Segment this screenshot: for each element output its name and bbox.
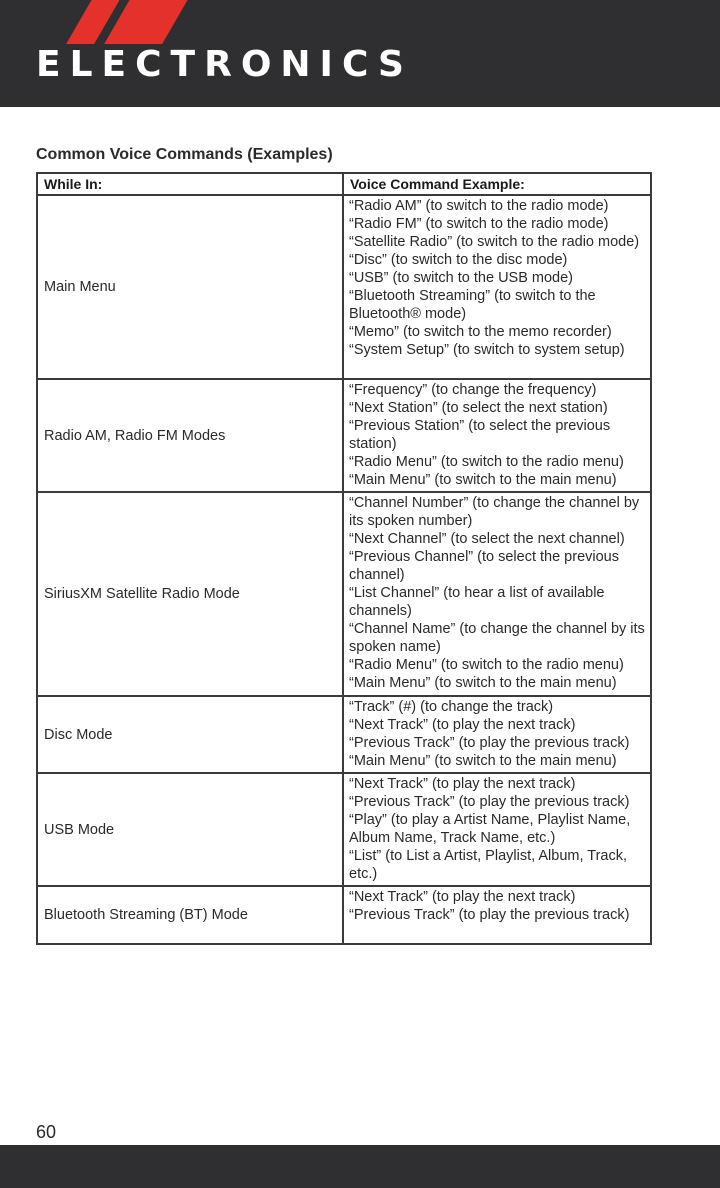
command-example: “Main Menu” (to switch to the main menu): [349, 472, 617, 488]
command-example: “Bluetooth Streaming” (to switch to the Bluetooth® mode): [349, 288, 596, 322]
mode-cell: Radio AM, Radio FM Modes: [37, 379, 343, 492]
mode-cell: Bluetooth Streaming (BT) Mode: [37, 886, 343, 944]
command-example: “Satellite Radio” (to switch to the radio mode): [349, 234, 640, 250]
footer-bar: [0, 1145, 720, 1188]
command-example: “List” (to List a Artist, Playlist, Album, Track, etc.): [349, 848, 627, 882]
commands-cell: [343, 696, 651, 773]
mode-cell: USB Mode: [37, 773, 343, 886]
command-example: “Main Menu” (to switch to the main menu): [349, 753, 617, 769]
command-example: “Next Track” (to play the next track): [349, 889, 576, 905]
command-example: “Previous Station” (to select the previous station): [349, 418, 611, 452]
page-header: [0, 0, 720, 107]
command-example: “Main Menu” (to switch to the main menu): [349, 675, 617, 691]
table-row: [37, 492, 651, 696]
command-example: “Next Channel” (to select the next channel): [349, 531, 625, 547]
command-example: “Previous Track” (to play the previous track): [349, 907, 630, 923]
command-example: “List Channel” (to hear a list of available channels): [349, 585, 605, 619]
command-example: “Memo” (to switch to the memo recorder): [349, 324, 612, 340]
command-example: “Next Track” (to play the next track): [349, 776, 576, 792]
command-example: “Track” (#) (to change the track): [349, 699, 554, 715]
command-example: “Previous Channel” (to select the previous channel): [349, 549, 619, 583]
command-example: “USB” (to switch to the USB mode): [349, 270, 574, 286]
command-example: “Next Station” (to select the next station): [349, 400, 608, 416]
header-title: ELECTRONICS: [36, 44, 413, 85]
commands-cell: [343, 886, 651, 944]
command-example: “Previous Track” (to play the previous track): [349, 794, 630, 810]
command-example: “Play” (to play a Artist Name, Playlist Name, Album Name, Track Name, etc.): [349, 812, 631, 846]
column-header-voice-command: Voice Command Example:: [343, 173, 651, 195]
command-example: “Radio Menu” (to switch to the radio menu): [349, 454, 624, 470]
table-row: [37, 379, 651, 492]
commands-cell: [343, 773, 651, 886]
brand-stripe-icon: [104, 0, 190, 44]
table-header-row: [37, 173, 651, 195]
commands-cell: [343, 379, 651, 492]
command-example: “Frequency” (to change the frequency): [349, 382, 597, 398]
commands-cell: [343, 492, 651, 696]
section-title: Common Voice Commands (Examples): [36, 146, 333, 163]
command-example: “Channel Number” (to change the channel by its spoken number): [349, 495, 640, 529]
mode-cell: Main Menu: [37, 195, 343, 379]
commands-cell: [343, 195, 651, 379]
table-row: [37, 773, 651, 886]
column-header-while-in: While In:: [37, 173, 343, 195]
mode-cell: Disc Mode: [37, 696, 343, 773]
mode-cell: SiriusXM Satellite Radio Mode: [37, 492, 343, 696]
command-example: “Radio AM” (to switch to the radio mode): [349, 198, 609, 214]
command-example: “Radio Menu” (to switch to the radio menu): [349, 657, 624, 673]
table-row: [37, 886, 651, 944]
table-row: [37, 195, 651, 379]
command-example: “Next Track” (to play the next track): [349, 717, 576, 733]
command-example: “Previous Track” (to play the previous track): [349, 735, 630, 751]
page-number: 60: [36, 1122, 57, 1142]
command-example: “Disc” (to switch to the disc mode): [349, 252, 568, 268]
command-example: “Channel Name” (to change the channel by its spoken name): [349, 621, 645, 655]
table-row: [37, 696, 651, 773]
command-example: “System Setup” (to switch to system setup): [349, 342, 625, 358]
voice-commands-table: [36, 172, 652, 945]
command-example: “Radio FM” (to switch to the radio mode): [349, 216, 609, 232]
